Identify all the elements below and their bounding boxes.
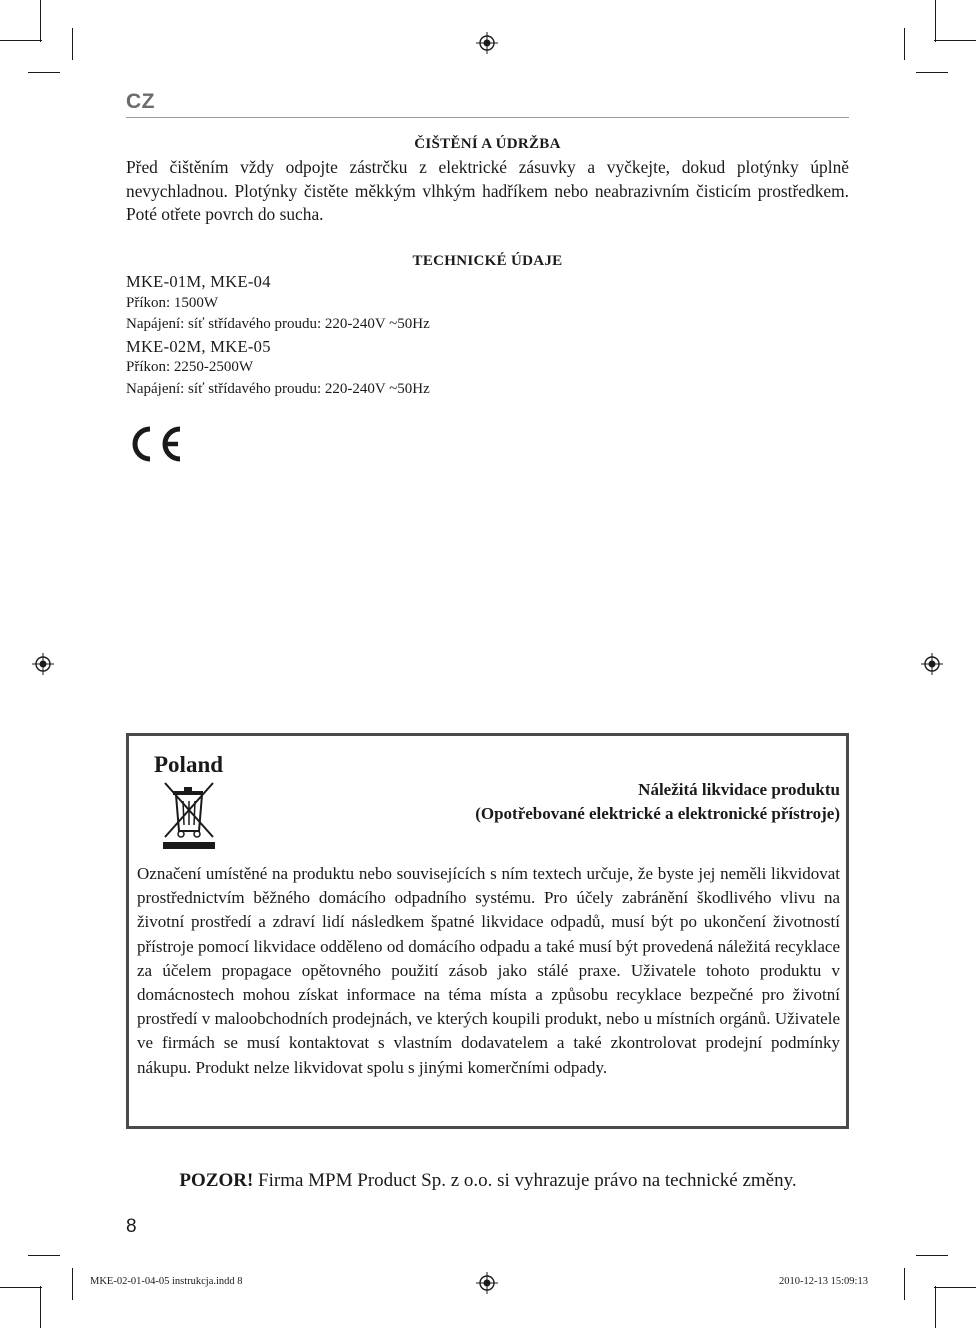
header-rule <box>126 117 849 118</box>
timestamp-slug: 2010-12-13 15:09:13 <box>779 1276 868 1287</box>
registration-mark-icon <box>32 653 54 675</box>
crop-mark <box>0 40 42 41</box>
spec-power-line: Příkon: 1500W <box>126 294 219 311</box>
spec-power-line: Příkon: 2250-2500W <box>126 359 254 376</box>
disposal-subtitle-line: (Opotřebované elektrické a elektronické přístroje) <box>475 804 840 823</box>
crop-mark <box>916 72 948 73</box>
disposal-title-line: Náležitá likvidace produktu <box>638 780 840 799</box>
ce-mark-icon <box>126 424 184 464</box>
registration-mark-icon <box>476 32 498 54</box>
crop-mark <box>0 1287 42 1288</box>
page-number: 8 <box>126 1216 137 1237</box>
crop-mark <box>40 0 41 42</box>
disposal-title <box>475 778 840 826</box>
registration-mark-icon <box>476 1272 498 1294</box>
crop-mark <box>935 1286 936 1328</box>
crossed-out-bin-icon <box>159 779 219 850</box>
language-code: CZ <box>126 90 155 113</box>
warning-text: Firma MPM Product Sp. z o.o. si vyhrazuje právo na technické změny. <box>253 1170 797 1191</box>
crop-mark <box>40 1286 41 1328</box>
cleaning-text: Před čištěním vždy odpojte zástrčku z elektrické zásuvky a vyčkejte, dokud plotýnky úplně nevychladnou. Plotýnky čistěte měkkým vlhkým hadříkem nebo neabrazivním čisticím prostředkem. Poté otřete povrch do sucha. <box>126 157 849 224</box>
crop-mark <box>72 28 73 60</box>
spec-supply-line: Napájení: síť střídavého proudu: 220-240V ~50Hz <box>126 316 430 333</box>
file-name-slug: MKE-02-01-04-05 instrukcja.indd 8 <box>90 1276 243 1287</box>
warning-label: POZOR! <box>179 1170 254 1191</box>
disposal-box <box>126 733 849 1129</box>
crop-mark <box>935 0 936 42</box>
crop-mark <box>904 28 905 60</box>
crop-mark <box>934 40 976 41</box>
disposal-text: Označení umístěné na produktu nebo souvisejících s ním textech určuje, že byste jej neměli likvidovat prostřednictvím běžného domácího odpadního systému. Pro účely zabránění škodlivého vlivu na životní prostředí a zdraví lidí následkem špatné likvidace odpadů, musí být po ukončení životností přístroje pomocí likvidace odděleno od domácího odpadu a také musí být provedená náležitá recyklace za účelem propagace opětovného použití zásob jako stálé praxe. Uživatele tohoto produktu v domácnostech mohou získat informace na téma místa a způsobu recyklace bezpečné pro životní prostředí v maloobchodních prodejnách, ve kterých koupili produkt, nebo u místních orgánů. Uživatele ve firmách se musí kontaktovat s vlastním dodavatelem a také zkontrolovat prodejní podmínky nákupu. Produkt nelze likvidovat spolu s jinými komerčními odpady. <box>137 864 840 1077</box>
country-label: Poland <box>154 752 224 777</box>
spec-model-line: MKE-02M, MKE-05 <box>126 336 271 356</box>
crop-mark <box>28 1255 60 1256</box>
crop-mark <box>904 1268 905 1300</box>
crop-mark <box>28 72 60 73</box>
crop-mark <box>72 1268 73 1300</box>
warning-note <box>0 1170 976 1192</box>
spec-model-line: MKE-01M, MKE-04 <box>126 272 271 291</box>
technical-specs <box>126 271 430 401</box>
crop-mark <box>934 1287 976 1288</box>
registration-mark-icon <box>921 653 943 675</box>
technical-heading: TECHNICKÉ ÚDAJE <box>412 253 563 269</box>
spec-supply-line: Napájení: síť střídavého proudu: 220-240V ~50Hz <box>126 380 430 397</box>
crop-mark <box>916 1255 948 1256</box>
cleaning-heading: ČIŠTĚNÍ A ÚDRŽBA <box>414 136 561 152</box>
